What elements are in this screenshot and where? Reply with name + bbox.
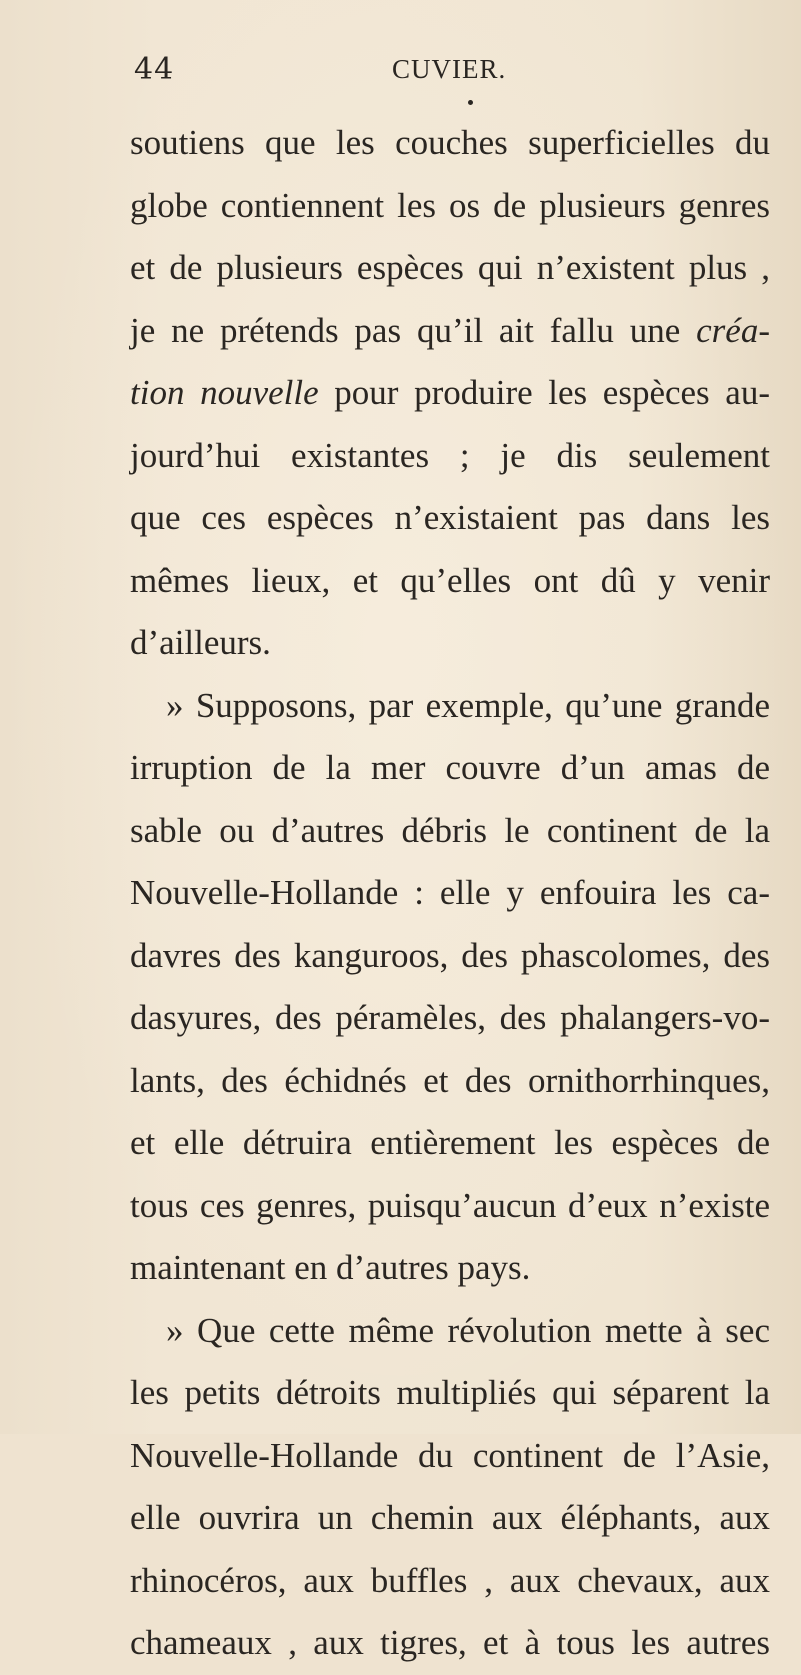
- paragraph-start: » Supposons, par exemple, qu’une grande: [166, 685, 770, 725]
- text-line: lants, des échidnés et des ornithorrhinques,: [130, 1060, 770, 1100]
- text-line: rhinocéros, aux buffles , aux chevaux, aux: [130, 1560, 770, 1600]
- page-header: [134, 52, 754, 92]
- paragraph-start: » Que cette même révolution mette à sec: [166, 1310, 770, 1350]
- text-line: Nouvelle-Hollande : elle y enfouira les ca-: [130, 873, 770, 912]
- page-number: 44: [134, 52, 175, 87]
- italic-phrase: tion nouvelle: [130, 373, 319, 412]
- text-line: elle ouvrira un chemin aux éléphants, aux: [130, 1498, 770, 1537]
- ink-speck: [468, 100, 473, 105]
- text-line: soutiens que les couches superficielles du: [130, 123, 770, 162]
- text-line: jourd’hui existantes ; je dis seulement: [130, 435, 770, 475]
- text-line: [130, 362, 770, 425]
- text-line: et de plusieurs espèces qui n’existent plus ,: [130, 248, 770, 287]
- text-line-prefix: je ne prétends pas qu’il ait fallu une: [130, 310, 697, 350]
- text-line: les petits détroits multipliés qui séparent la: [130, 1373, 770, 1412]
- text-line: [130, 300, 770, 363]
- running-head: CUVIER.: [392, 54, 507, 84]
- text-line: et elle détruira entièrement les espèces de: [130, 1123, 770, 1162]
- text-line: chameaux , aux tigres, et à tous les autres: [130, 1623, 770, 1662]
- text-line: globe contiennent les os de plusieurs genres: [130, 185, 770, 225]
- text-line: Nouvelle-Hollande du continent de l’Asie,: [130, 1435, 770, 1475]
- text-line: d’ailleurs.: [130, 623, 271, 662]
- text-line: irruption de la mer couvre d’un amas de: [130, 748, 770, 787]
- body-text: [130, 112, 770, 1675]
- text-line: mêmes lieux, et qu’elles ont dû y venir: [130, 560, 770, 600]
- text-line: davres des kanguroos, des phascolomes, des: [130, 935, 770, 975]
- text-line: sable ou d’autres débris le continent de la: [130, 810, 770, 850]
- text-line-rest: pour produire les espèces au-: [334, 373, 770, 412]
- text-line: maintenant en d’autres pays.: [130, 1248, 531, 1287]
- text-line: tous ces genres, puisqu’aucun d’eux n’existe: [130, 1185, 770, 1225]
- italic-word: créa-: [696, 310, 770, 350]
- text-line: dasyures, des péramèles, des phalangers-vo-: [130, 998, 770, 1037]
- text-line: que ces espèces n’existaient pas dans les: [130, 498, 770, 537]
